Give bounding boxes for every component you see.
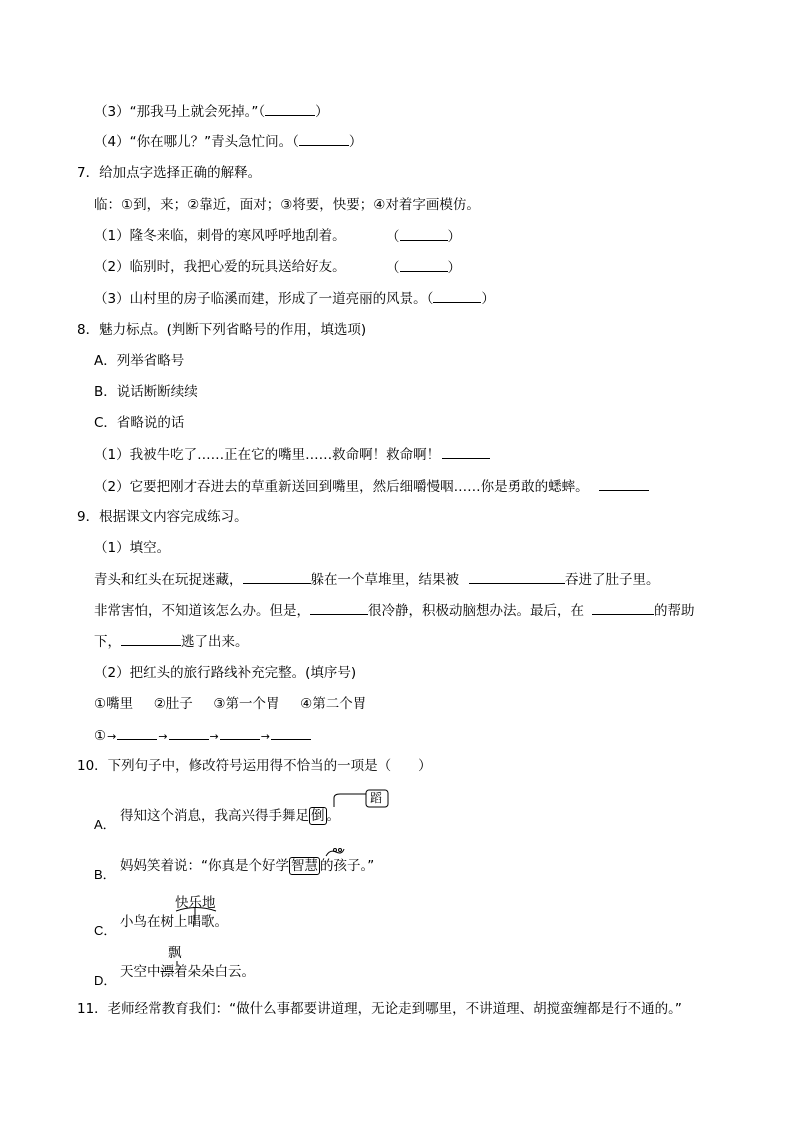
insert-phrase: 快乐地 [175,895,216,911]
q7-definitions: 临：①到，来；②靠近，面对；③将要，快要；④对着字画模仿。 [94,197,480,213]
struck-character: 漂 [160,964,174,980]
q9-fill-line-3: 下， 逃了出来。 [94,631,249,652]
q11-title: 11．老师经常教育我们：“做什么事都要讲道理，无论走到哪里，不讲道理、胡搅蛮缠都是行不通的。” [77,1001,682,1017]
q9-part-2: （2）把红头的旅行路线补充完整。(填序号) [94,665,357,681]
q10-option-b-label[interactable]: B． [94,867,116,882]
q7-item-2-answer: （ ） [386,257,461,278]
route-option: ③第一个胃 [213,696,280,712]
q10-option-c: 小鸟在树上唱歌。 [120,914,228,930]
q10-title: 10．下列句子中，修改符号运用得不恰当的一项是（ ） [77,758,432,774]
q10-option-b: 妈妈笑着说：“你真是个好学 智慧 的孩子。” [120,858,375,874]
route-option: ④第二个胃 [300,696,367,712]
arrow-icon: → [209,730,219,743]
arrow-icon: → [260,730,270,743]
q10-option-d-label[interactable]: D． [94,973,117,988]
q7-item-1: （1）隆冬来临，刺骨的寒风呼呼地刮着。 [94,228,346,244]
q9-fill-line-1: 青头和红头在玩捉迷藏， 躲在一个草堆里，结果被 吞进了肚子里。 [94,569,660,590]
q8-title: 8．魅力标点。(判断下列省略号的作用，填选项) [77,322,367,338]
q9-part-1: （1）填空。 [94,540,171,556]
q9-route-sequence: ①→ → → → [94,725,311,747]
q8-option-b: B．说话断断续续 [94,384,198,400]
arrow-icon: → [107,730,117,743]
q8-option-c: C．省略说的话 [94,415,185,431]
q6-item-4: （4）“你在哪儿？”青头急忙问。（ ） [94,131,362,152]
q7-item-1-answer: （ ） [386,226,461,247]
arrow-icon: → [158,730,168,743]
q9-fill-line-2: 非常害怕，不知道该怎么办。但是， 很冷静，积极动脑想办法。最后，在 的帮助 [94,600,695,621]
q7-item-3: （3）山村里的房子临溪而建，形成了一道亮丽的风景。（ ） [94,288,495,309]
q7-title: 7．给加点字选择正确的解释。 [77,165,262,181]
q10-option-d: 天空中漂着朵朵白云。 [120,964,255,980]
q8-item-1: （1）我被牛吃了……正在它的嘴里……救命啊！救命啊！ [94,444,490,465]
route-option: ②肚子 [153,696,193,712]
route-option: ①嘴里 [94,696,134,712]
q10-option-a: 得知这个消息，我高兴得手舞足 倒 。 [120,808,340,824]
q10-option-c-label[interactable]: C． [94,923,117,938]
q7-item-2: （2）临别时，我把心爱的玩具送给好友。 [94,259,346,275]
replacement-character: 飘 [168,945,182,961]
q9-title: 9．根据课文内容完成练习。 [77,509,248,525]
q10-option-a-label[interactable]: A． [94,817,116,832]
q6-item-3: （3）“那我马上就会死掉。”（ ） [94,101,329,122]
q8-option-a: A．列举省略号 [94,353,185,369]
boxed-character: 倒 [311,808,325,824]
insert-character: 蹈 [370,791,383,805]
q8-item-2: （2）它要把刚才吞进去的草重新送回到嘴里，然后细嚼慢咽……你是勇敢的蟋蟀。 [94,476,649,497]
boxed-word: 智慧 [291,858,318,874]
